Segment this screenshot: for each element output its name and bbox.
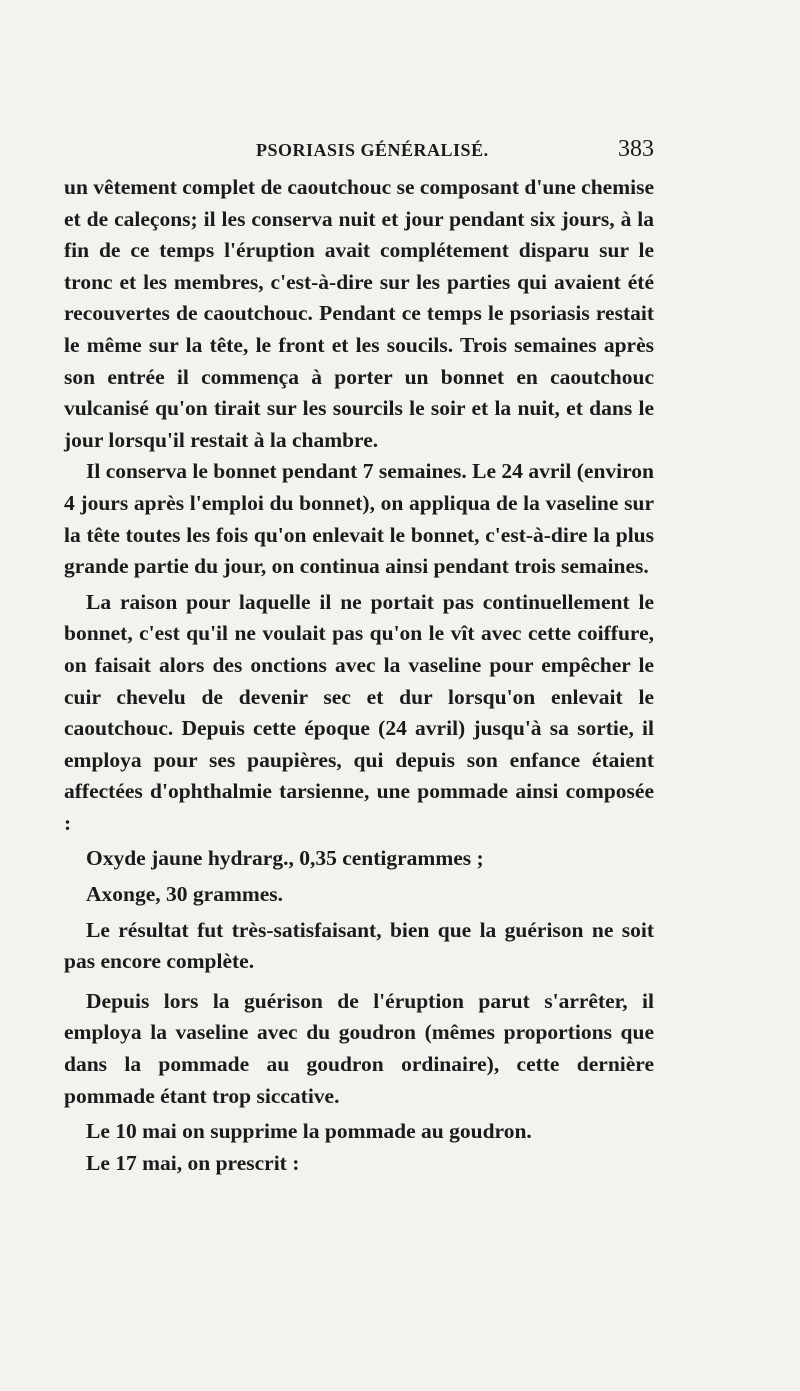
paragraph-1: un vêtement complet de caoutchouc se composant d'une chemise et de caleçons; il les conserva nuit et jour pendant six jours, à la fin de ce temps l'éruption avait complétement disparu sur le tronc et les membres, c'est-à-dire sur les parties qui avaient été recouvertes de caoutchouc. Pendant ce temps le psoriasis restait le même sur la tête, le front et les soucils. Trois semaines après son entrée il commença à porter un bonnet en caoutchouc vulcanisé qu'on tirait sur les sourcils le soir et la nuit, et dans le jour lorsqu'il restait à la chambre.	[64, 175, 655, 452]
paragraph-5: Depuis lors la guérison de l'éruption parut s'arrêter, il employa la vaseline avec du goudron (mêmes proportions que dans la pommade au goudron ordinaire), cette dernière pommade étant trop siccative.	[64, 988, 654, 1108]
paragraph-6: Le 10 mai on supprime la pommade au goudron.	[86, 1119, 532, 1144]
paragraph-3: La raison pour laquelle il ne portait pas continuellement le bonnet, c'est qu'il ne voulait pas qu'on le vît avec cette coiffure, on faisait alors des onctions avec la vaseline pour empêcher le cuir chevelu de devenir sec et dur lorsqu'on enlevait le caoutchouc. Depuis cette époque (24 avril) jusqu'à sa sortie, il employa pour ses paupières, qui depuis son enfance étaient affectées d'ophthalmie tarsienne, une pommade ainsi composée :	[64, 589, 654, 835]
running-title: PSORIASIS GÉNÉRALISÉ.	[256, 140, 489, 160]
page-number: 383	[618, 136, 654, 162]
body-text	[64, 172, 654, 1179]
paragraph-4: Le résultat fut très-satisfaisant, bien que la guérison ne soit pas encore complète.	[64, 917, 654, 974]
page-header	[64, 136, 654, 166]
formula-line-2: Axonge, 30 grammes.	[86, 882, 284, 907]
paragraph-2: Il conserva le bonnet pendant 7 semaines. Le 24 avril (environ 4 jours après l'emploi du bonnet), on appliqua de la vaseline sur la tête toutes les fois qu'on enlevait le bonnet, c'est-à-dire la plus grande partie du jour, on continua ainsi pendant trois semaines.	[64, 459, 654, 579]
formula-line-1: Oxyde jaune hydrarg., 0,35 centigrammes ;	[86, 846, 484, 871]
paragraph-7: Le 17 mai, on prescrit :	[86, 1150, 300, 1175]
